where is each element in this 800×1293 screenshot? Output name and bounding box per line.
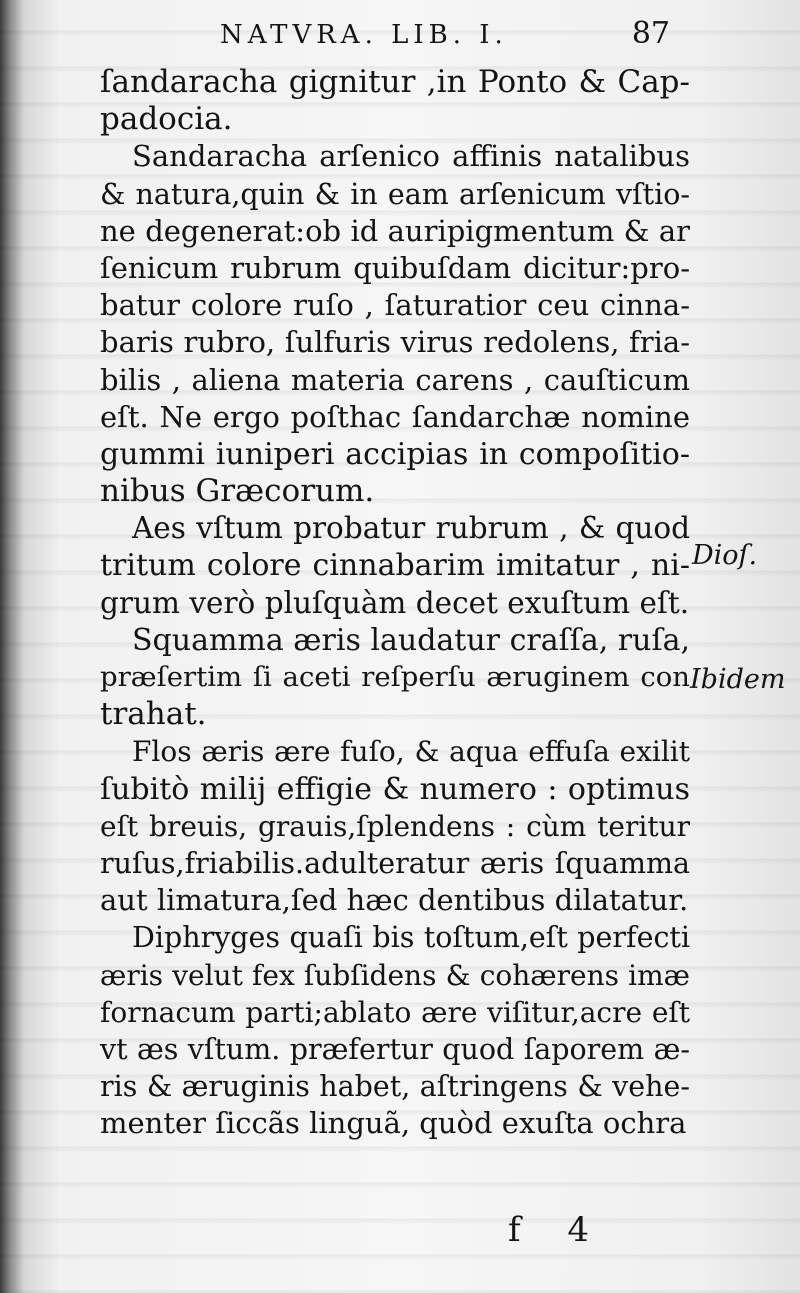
text-line: Aes vſtum probatur rubrum , & quod (132, 511, 690, 546)
page-number: 87 (631, 16, 670, 51)
text-line: padocia. (100, 101, 233, 138)
text-line: vt æs vſtum. præfertur quod ſaporem æ- (100, 1032, 690, 1066)
text-line: gummi iuniperi accipias in compoſitio- (100, 436, 690, 472)
text-line: tritum colore cinnabarim imitatur , ni- (100, 548, 690, 584)
margin-note-dios: Dioſ. (692, 540, 758, 571)
text-line: ſenicum rubrum quibuſdam dicitur:pro- (100, 250, 690, 285)
text-line: grum verò pluſquàm decet exuſtum eſt. (100, 585, 690, 620)
text-line: trahat. (100, 696, 207, 733)
text-line: aut limatura,ſed hæc dentibus dilatatur. (100, 883, 689, 918)
text-line: baris rubro, ſulfuris virus redolens, fria- (100, 325, 690, 360)
text-line: menter ſiccãs linguã, quòd exuſta ochra (100, 1106, 687, 1141)
text-line: ſubitò milij effigie & numero : optimus (100, 771, 690, 807)
text-line: Sandaracha arſenico affinis natalibus (132, 139, 690, 174)
text-line: fornacum parti;ablato ære viſitur,acre eſt (100, 995, 690, 1029)
text-line: bilis , aliena materia carens , cauſticum (100, 362, 690, 397)
text-line: & natura,quin & in eam arſenicum vſtio- (100, 177, 690, 211)
text-line: ne degenerat:ob id auripigmentum & ar (100, 213, 690, 248)
text-line: Squamma æris laudatur craſſa, ruſa, (132, 622, 690, 658)
text-line: Flos æris ære fuſo, & aqua effuſa exilit (132, 735, 690, 769)
text-line: eſt breuis, grauis,ſplendens : cùm teritur (100, 809, 690, 843)
running-title: NATVRA. LIB. I. (220, 20, 508, 50)
text-line: nibus Græcorum. (100, 473, 375, 510)
text-line: batur colore ruſo , ſaturatior ceu cinna- (100, 288, 690, 323)
signature-mark: f 4 (508, 1210, 608, 1250)
text-line: ſandaracha gignitur ,in Ponto & Cap- (100, 64, 690, 100)
text-line: Diphryges quaſi bis toſtum,eſt perfecti (132, 921, 690, 955)
text-line: præſertim ſi aceti reſperſu æruginem con (100, 661, 690, 693)
text-line: ruſus,friabilis.adulteratur æris ſquamma (100, 846, 690, 880)
text-line: ris & æruginis habet, aſtringens & vehe- (100, 1070, 690, 1104)
margin-note-ibidem: Ibidem (690, 664, 786, 695)
body-text (100, 64, 690, 1142)
page-header (210, 16, 670, 56)
text-line: æris velut fex ſubſidens & cohærens imæ (100, 958, 690, 992)
text-line: eſt. Ne ergo poſthac ſandarchæ nomine (100, 399, 690, 434)
